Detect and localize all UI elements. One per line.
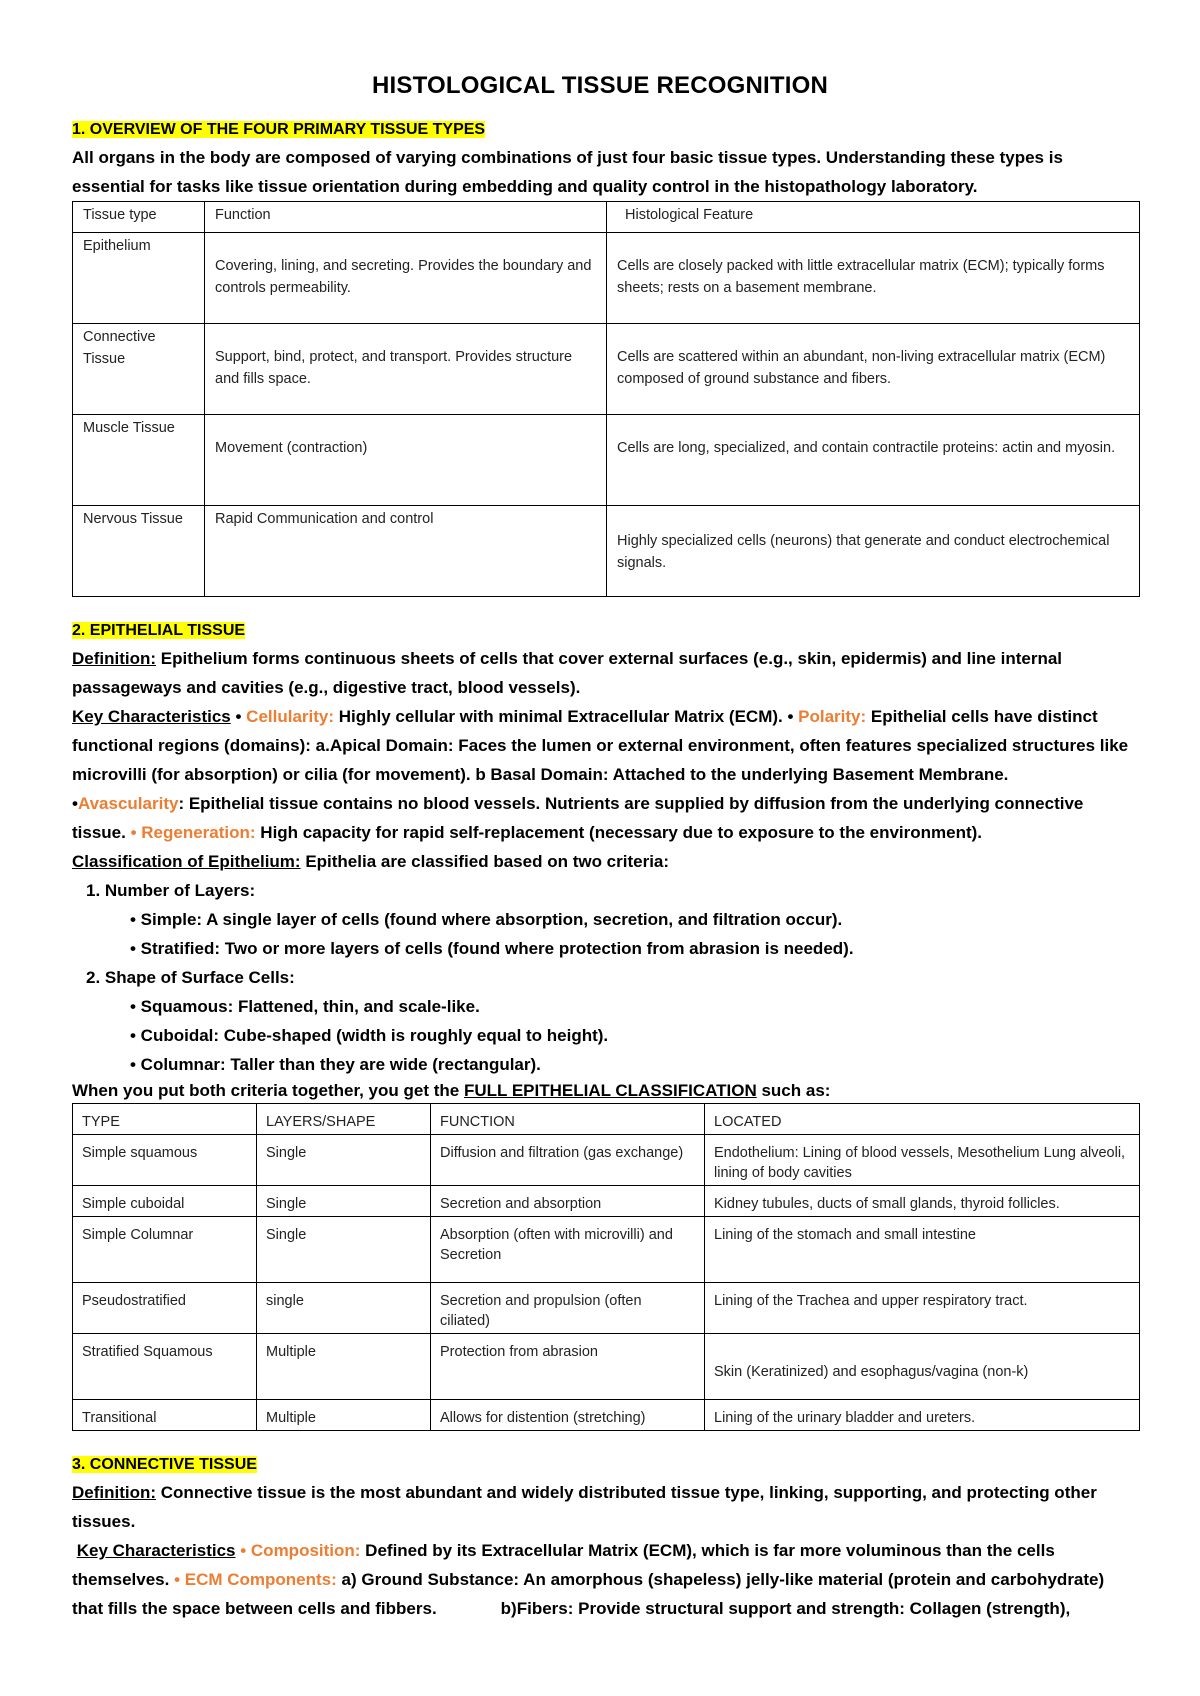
table-row xyxy=(73,233,1140,324)
table-cell: Single xyxy=(257,1217,431,1283)
list-item: • Stratified: Two or more layers of cells (found where protection from abrasion is needed). xyxy=(130,939,854,958)
criterion-1: 1. Number of Layers: xyxy=(86,881,256,900)
table-header-row xyxy=(73,202,1140,233)
definition-label: Definition: xyxy=(72,1483,157,1502)
table-cell xyxy=(607,233,1140,324)
epithelium-definition xyxy=(72,644,1140,702)
table-row xyxy=(73,506,1140,597)
table-cell: Kidney tubules, ducts of small glands, thyroid follicles. xyxy=(705,1186,1140,1217)
composition-label: • Composition: xyxy=(240,1541,361,1560)
classification-line xyxy=(72,847,1140,876)
connective-characteristics xyxy=(72,1536,1140,1623)
connective-definition xyxy=(72,1478,1140,1536)
table-cell: Single xyxy=(257,1135,431,1186)
table-row xyxy=(73,324,1140,415)
table-row xyxy=(73,415,1140,506)
table-cell: Simple Columnar xyxy=(73,1217,257,1283)
table-cell xyxy=(607,506,1140,597)
table-cell-text: Support, bind, protect, and transport. Provides structure and fills space. xyxy=(215,349,573,387)
table-cell: Simple squamous xyxy=(73,1135,257,1186)
criterion-2: 2. Shape of Surface Cells: xyxy=(86,968,295,987)
composition-text: Defined by its Extracellular Matrix (ECM), which is far more voluminous than the cells themselves. xyxy=(72,1541,1055,1589)
table-row xyxy=(73,1135,1140,1186)
table-cell-text: Skin (Keratinized) and esophagus/vagina (non-k) xyxy=(714,1364,1029,1380)
definition-text: Connective tissue is the most abundant and widely distributed tissue type, linking, supporting, and protecting other tissues. xyxy=(72,1483,1097,1531)
epithelium-characteristics xyxy=(72,702,1140,847)
table-cell: Multiple xyxy=(257,1400,431,1431)
table-cell: Secretion and absorption xyxy=(431,1186,705,1217)
ecm-components-text: a) Ground Substance: An amorphous (shapeless) jelly-like material (protein and carbohydrate) that fills the space between cells and fibbers. xyxy=(72,1570,1105,1618)
table-cell: Diffusion and filtration (gas exchange) xyxy=(431,1135,705,1186)
table-cell-text: Cells are closely packed with little extracellular matrix (ECM); typically forms sheets; rests on a basement membrane. xyxy=(617,258,1105,296)
combined-post: such as: xyxy=(756,1081,831,1100)
table-cell: Lining of the urinary bladder and ureters. xyxy=(705,1400,1140,1431)
epithelial-classification-table xyxy=(72,1103,1140,1431)
section1-heading-line xyxy=(72,114,1140,143)
table-cell: single xyxy=(257,1283,431,1334)
table-cell xyxy=(607,324,1140,415)
table-header-cell: Tissue type xyxy=(73,202,205,233)
table-row xyxy=(73,1334,1140,1400)
fibers-text: b)Fibers: Provide structural support and strength: Collagen (strength), xyxy=(500,1599,1071,1618)
table-cell: Epithelium xyxy=(73,233,205,324)
table-header-row xyxy=(73,1104,1140,1135)
list-item: • Columnar: Taller than they are wide (rectangular). xyxy=(130,1055,541,1074)
cellularity-label: Cellularity: xyxy=(246,707,335,726)
section3-heading: 3. CONNECTIVE TISSUE xyxy=(72,1456,257,1473)
definition-text: Epithelium forms continuous sheets of cells that cover external surfaces (e.g., skin, epidermis) and line internal passageways and cavities (e.g., digestive tract, blood vessels). xyxy=(72,649,1063,697)
table-row xyxy=(73,1186,1140,1217)
polarity-label: Polarity: xyxy=(798,707,867,726)
table-cell-text: Movement (contraction) xyxy=(215,440,368,456)
section1-intro: All organs in the body are composed of varying combinations of just four basic tissue types. Understanding these types is essential for tasks like tissue orientation during embedding and quality control in the histopathology laboratory. xyxy=(72,148,1063,196)
table-header-cell: Histological Feature xyxy=(607,202,1140,233)
table-cell: Allows for distention (stretching) xyxy=(431,1400,705,1431)
table-cell: Connective Tissue xyxy=(73,324,205,415)
table-header-cell: LAYERS/SHAPE xyxy=(257,1104,431,1135)
avascularity-text: : Epithelial tissue contains no blood vessels. Nutrients are supplied by diffusion from the underlying connective tissue. xyxy=(72,794,1084,842)
table-cell: Lining of the stomach and small intestine xyxy=(705,1217,1140,1283)
table-cell: Stratified Squamous xyxy=(73,1334,257,1400)
table-cell: Transitional xyxy=(73,1400,257,1431)
key-characteristics-label: Key Characteristics xyxy=(76,1541,236,1560)
table-cell: Single xyxy=(257,1186,431,1217)
combined-underlined: FULL EPITHELIAL CLASSIFICATION xyxy=(463,1081,757,1100)
table-header-cell: LOCATED xyxy=(705,1104,1140,1135)
spacer xyxy=(72,1431,1140,1449)
page-title: HISTOLOGICAL TISSUE RECOGNITION xyxy=(371,72,828,99)
combined-classification-line xyxy=(72,1079,1140,1103)
definition-label: Definition: xyxy=(72,649,157,668)
section2-heading: 2. EPITHELIAL TISSUE xyxy=(72,622,246,639)
table-cell xyxy=(607,415,1140,506)
classification-text: Epithelia are classified based on two criteria: xyxy=(300,852,670,871)
table-header-cell: Function xyxy=(205,202,607,233)
table-cell: Muscle Tissue xyxy=(73,415,205,506)
table-row xyxy=(73,1217,1140,1283)
table-cell: Absorption (often with microvilli) and Secretion xyxy=(431,1217,705,1283)
table-cell: Multiple xyxy=(257,1334,431,1400)
table-cell: Protection from abrasion xyxy=(431,1334,705,1400)
ecm-components-label: • ECM Components: xyxy=(174,1570,337,1589)
table-cell: Nervous Tissue xyxy=(73,506,205,597)
table-cell: Endothelium: Lining of blood vessels, Mesothelium Lung alveoli, lining of body cavities xyxy=(705,1135,1140,1186)
spacer xyxy=(72,597,1140,615)
cellularity-text: Highly cellular with minimal Extracellular Matrix (ECM). • xyxy=(334,707,799,726)
tissue-types-table xyxy=(72,201,1140,597)
table-cell xyxy=(205,415,607,506)
combined-pre: When you put both criteria together, you get the xyxy=(72,1081,464,1100)
table-cell: Secretion and propulsion (often ciliated) xyxy=(431,1283,705,1334)
table-cell xyxy=(205,233,607,324)
table-row xyxy=(73,1400,1140,1431)
table-row xyxy=(73,1283,1140,1334)
regeneration-text: High capacity for rapid self-replacement (necessary due to exposure to the environment). xyxy=(255,823,983,842)
section2-heading-line xyxy=(72,615,1140,644)
section3-heading-line xyxy=(72,1449,1140,1478)
table-header-cell: TYPE xyxy=(73,1104,257,1135)
table-cell-text: Cells are scattered within an abundant, non-living extracellular matrix (ECM) composed of ground substance and fibers. xyxy=(617,349,1106,387)
table-header-cell: FUNCTION xyxy=(431,1104,705,1135)
table-cell: Pseudostratified xyxy=(73,1283,257,1334)
section1-heading: 1. OVERVIEW OF THE FOUR PRIMARY TISSUE TYPES xyxy=(72,121,486,138)
table-cell: Lining of the Trachea and upper respiratory tract. xyxy=(705,1283,1140,1334)
list-item: • Cuboidal: Cube-shaped (width is roughly equal to height). xyxy=(130,1026,609,1045)
table-cell: Simple cuboidal xyxy=(73,1186,257,1217)
bullet: • xyxy=(230,707,247,726)
key-characteristics-label: Key Characteristics xyxy=(72,707,231,726)
table-cell: Rapid Communication and control xyxy=(205,506,607,597)
table-cell-text: Cells are long, specialized, and contain contractile proteins: actin and myosin. xyxy=(617,440,1116,456)
table-cell-text: Covering, lining, and secreting. Provides the boundary and controls permeability. xyxy=(215,258,592,296)
list-item: • Simple: A single layer of cells (found where absorption, secretion, and filtration occur). xyxy=(130,910,843,929)
table-cell xyxy=(705,1334,1140,1400)
list-item: • Squamous: Flattened, thin, and scale-like. xyxy=(130,997,480,1016)
regeneration-label: • Regeneration: xyxy=(130,823,256,842)
polarity-text: Epithelial cells have distinct functional regions (domains): a.Apical Domain: Faces the lumen or external environment, often features specialized structures like microvilli (for absorption) or cilia (for movement). b Basal Domain: Attached to the underlying Basement Membrane. xyxy=(72,707,1129,784)
bullet: • xyxy=(72,794,78,813)
document-body xyxy=(72,114,1140,1623)
avascularity-label: Avascularity xyxy=(77,794,179,813)
table-cell xyxy=(205,324,607,415)
table-cell-text: Highly specialized cells (neurons) that generate and conduct electrochemical signals. xyxy=(617,533,1110,571)
classification-label: Classification of Epithelium: xyxy=(72,852,301,871)
